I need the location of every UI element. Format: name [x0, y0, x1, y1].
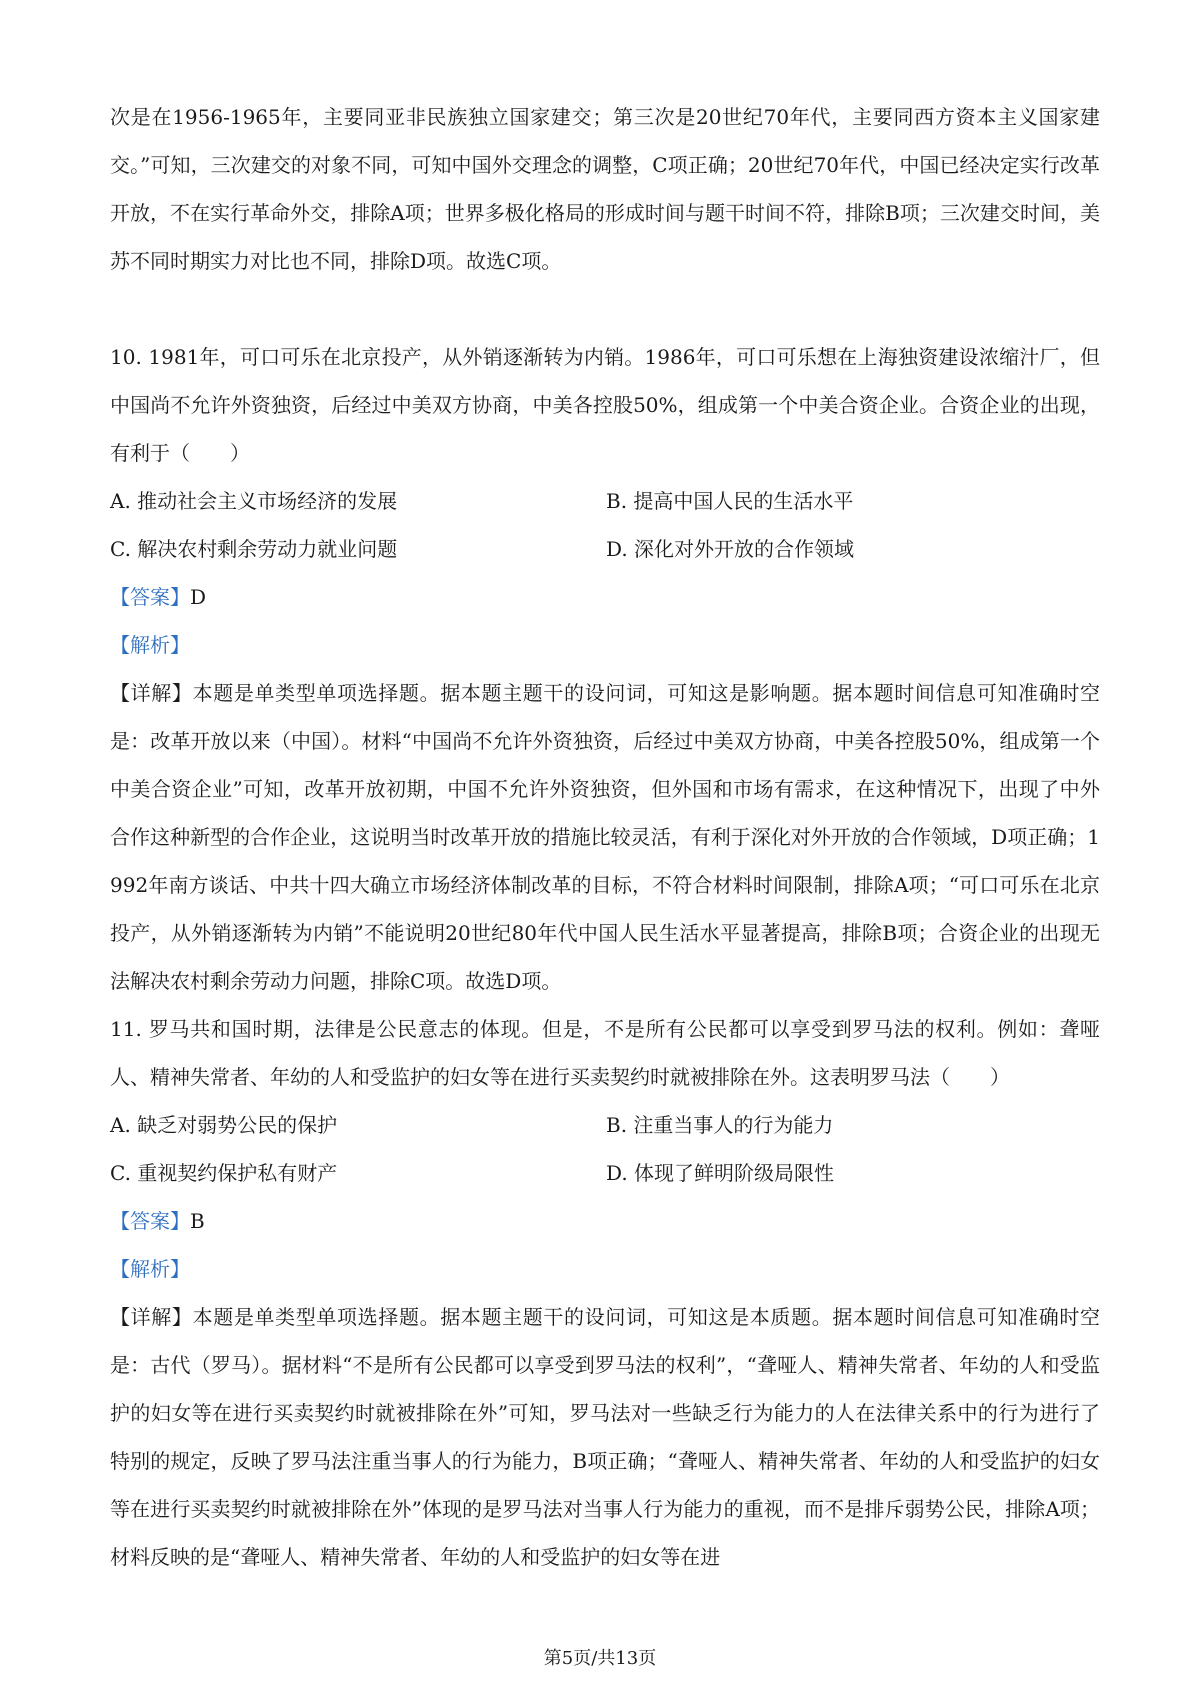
question-10-stem: 10. 1981年，可口可乐在北京投产，从外销逐渐转为内销。1986年，可口可乐想在上海独资建设浓缩汁厂，但中国尚不允许外资独资，后经过中美双方协商，中美各控股50%，组成第一个中美合资企业。合资企业的出现，有利于（ ） — [110, 345, 1100, 465]
question-10-detail — [110, 669, 1100, 1005]
question-11-option-a: A. 缺乏对弱势公民的保护 — [110, 1113, 338, 1137]
question-10-option-d: D. 深化对外开放的合作领域 — [606, 537, 855, 561]
question-11-detail — [110, 1293, 1100, 1581]
question-11-option-d: D. 体现了鲜明阶级局限性 — [606, 1161, 835, 1185]
question-11-answer — [110, 1197, 1100, 1245]
page-footer — [0, 1644, 1200, 1674]
question-10-option-b: B. 提高中国人民的生活水平 — [606, 489, 854, 513]
detail-text: 本题是单类型单项选择题。据本题主题干的设问词，可知这是影响题。据本题时间信息可知准确时空是：改革开放以来（中国）。材料“中国尚不允许外资独资，后经过中美双方协商，中美各控股50%，组成第一个中美合资企业”可知，改革开放初期，中国不允许外资独资，但外国和市场有需求，在这种情况下，出现了中外合作这种新型的合作企业，这说明当时改革开放的措施比较灵活，有利于深化对外开放的合作领域，D项正确；1992年南方谈话、中共十四大确立市场经济体制改革的目标，不符合材料时间限制，排除A项；“可口可乐在北京投产，从外销逐渐转为内销”不能说明20世纪80年代中国人民生活水平显著提高，排除B项；合资企业的出现无法解决农村剩余劳动力问题，排除C项。故选D项。 — [110, 681, 1101, 993]
question-10-answer — [110, 573, 1100, 621]
question-10-option-a: A. 推动社会主义市场经济的发展 — [110, 489, 398, 513]
question-11-analysis-heading — [110, 1245, 1100, 1293]
section-gap — [110, 285, 1100, 333]
question-11-option-c: C. 重视契约保护私有财产 — [110, 1161, 338, 1185]
question-11-stem: 11. 罗马共和国时期，法律是公民意志的体现。但是，不是所有公民都可以享受到罗马法的权利。例如：聋哑人、精神失常者、年幼的人和受监护的妇女等在进行买卖契约时就被排除在外。这表明罗马法（ ） — [110, 1017, 1100, 1089]
detail-tag: 【详解】 — [110, 681, 193, 705]
question-10-analysis-heading — [110, 621, 1100, 669]
page-content — [110, 93, 1100, 1581]
question-11-option-b: B. 注重当事人的行为能力 — [606, 1113, 834, 1137]
question-10-option-c: C. 解决农村剩余劳动力就业问题 — [110, 537, 398, 561]
answer-value: D — [190, 585, 207, 609]
question-11-options — [110, 1101, 1100, 1197]
analysis-tag: 【解析】 — [110, 633, 190, 657]
previous-analysis-text: 次是在1956-1965年，主要同亚非民族独立国家建交；第三次是20世纪70年代，主要同西方资本主义国家建交。”可知，三次建交的对象不同，可知中国外交理念的调整，C项正确；20世纪70年代，中国已经决定实行改革开放，不在实行革命外交，排除A项；世界多极化格局的形成时间与题干时间不符，排除B项；三次建交时间，美苏不同时期实力对比也不同，排除D项。故选C项。 — [110, 105, 1100, 273]
answer-tag: 【答案】 — [110, 1209, 190, 1233]
detail-tag: 【详解】 — [110, 1305, 193, 1329]
page-number: 第5页/共13页 — [543, 1648, 657, 1669]
answer-tag: 【答案】 — [110, 585, 190, 609]
detail-text: 本题是单类型单项选择题。据本题主题干的设问词，可知这是本质题。据本题时间信息可知准确时空是：古代（罗马）。据材料“不是所有公民都可以享受到罗马法的权利”，“聋哑人、精神失常者、年幼的人和受监护的妇女等在进行买卖契约时就被排除在外”可知，罗马法对一些缺乏行为能力的人在法律关系中的行为进行了特别的规定，反映了罗马法注重当事人的行为能力，B项正确；“聋哑人、精神失常者、年幼的人和受监护的妇女等在进行买卖契约时就被排除在外”体现的是罗马法对当事人行为能力的重视，而不是排斥弱势公民，排除A项；材料反映的是“聋哑人、精神失常者、年幼的人和受监护的妇女等在进 — [110, 1305, 1101, 1569]
analysis-tag: 【解析】 — [110, 1257, 190, 1281]
answer-value: B — [190, 1209, 205, 1233]
question-10-options — [110, 477, 1100, 573]
